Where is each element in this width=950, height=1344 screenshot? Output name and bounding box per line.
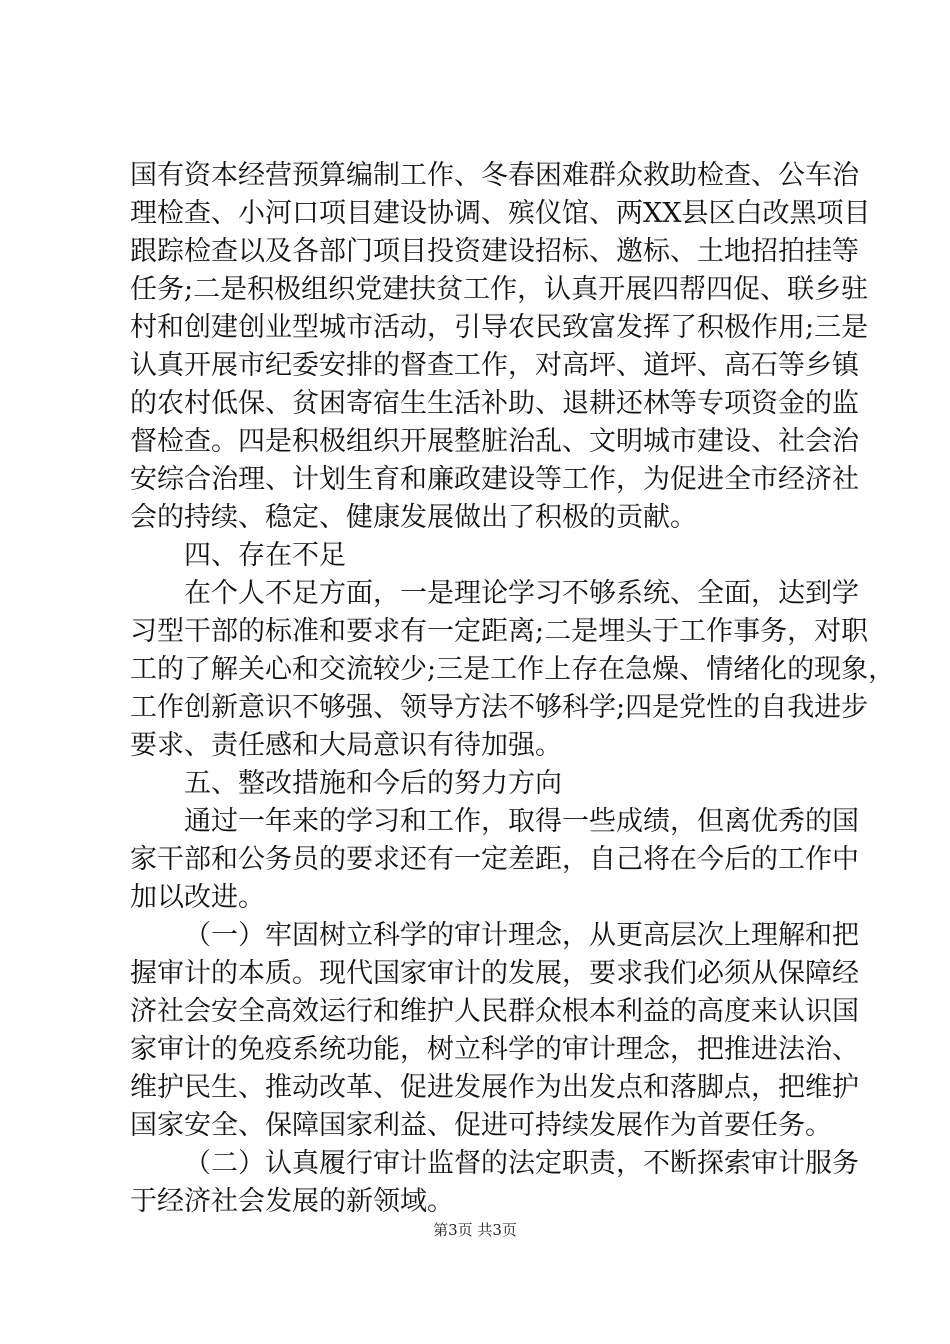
text-line: （一）牢固树立科学的审计理念，从更高层次上理解和把	[184, 920, 859, 951]
page-number-label: 第3页 共3页	[433, 1221, 517, 1239]
text-line: 要求、责任感和大局意识有待加强。	[130, 730, 562, 761]
text-line: 跟踪检查以及各部门项目投资建设招标、邀标、土地招拍挂等	[130, 236, 859, 267]
text-line: （二）认真履行审计监督的法定职责，不断探索审计服务	[184, 1148, 859, 1179]
text-line: 维护民生、推动改革、促进发展作为出发点和落脚点，把维护	[130, 1072, 859, 1103]
text-line: 加以改进。	[130, 882, 265, 913]
text-line: 握审计的本质。现代国家审计的发展，要求我们必须从保障经	[130, 958, 859, 989]
text-line: 习型干部的标准和要求有一定距离;二是埋头于工作事务，对职	[130, 616, 869, 647]
text-line: 五、整改措施和今后的努力方向	[184, 768, 562, 799]
text-line: 于经济社会发展的新领域。	[130, 1186, 454, 1217]
text-line: 的农村低保、贫困寄宿生生活补助、退耕还林等专项资金的监	[130, 388, 859, 419]
text-line: 任务;二是积极组织党建扶贫工作，认真开展四帮四促、联乡驻	[130, 274, 869, 305]
text-line: 认真开展市纪委安排的督查工作，对高坪、道坪、高石等乡镇	[130, 350, 859, 381]
text-line: 会的持续、稳定、健康发展做出了积极的贡献。	[130, 502, 697, 533]
text-line: 国有资本经营预算编制工作、冬春困难群众救助检查、公车治	[130, 160, 859, 191]
text-line: 家审计的免疫系统功能，树立科学的审计理念，把推进法治、	[130, 1034, 859, 1065]
document-body	[130, 157, 896, 1221]
text-line: 安综合治理、计划生育和廉政建设等工作，为促进全市经济社	[130, 464, 859, 495]
text-line: 家干部和公务员的要求还有一定差距，自己将在今后的工作中	[130, 844, 859, 875]
text-line: 通过一年来的学习和工作，取得一些成绩，但离优秀的国	[184, 806, 859, 837]
text-line: 四、存在不足	[184, 540, 346, 571]
text-line: 工作创新意识不够强、领导方法不够科学;四是党性的自我进步	[130, 692, 869, 723]
text-line: 在个人不足方面，一是理论学习不够系统、全面，达到学	[184, 578, 859, 609]
text-line: 工的了解关心和交流较少;三是工作上存在急燥、情绪化的现象，	[130, 654, 896, 685]
text-line: 国家安全、保障国家利益、促进可持续发展作为首要任务。	[130, 1110, 832, 1141]
text-line: 济社会安全高效运行和维护人民群众根本利益的高度来认识国	[130, 996, 859, 1027]
text-line: 村和创建创业型城市活动，引导农民致富发挥了积极作用;三是	[130, 312, 869, 343]
text-line: 督检查。四是积极组织开展整脏治乱、文明城市建设、社会治	[130, 426, 859, 457]
page-footer	[0, 1220, 950, 1240]
text-line: 理检查、小河口项目建设协调、殡仪馆、两XX县区白改黑项目	[130, 198, 871, 229]
